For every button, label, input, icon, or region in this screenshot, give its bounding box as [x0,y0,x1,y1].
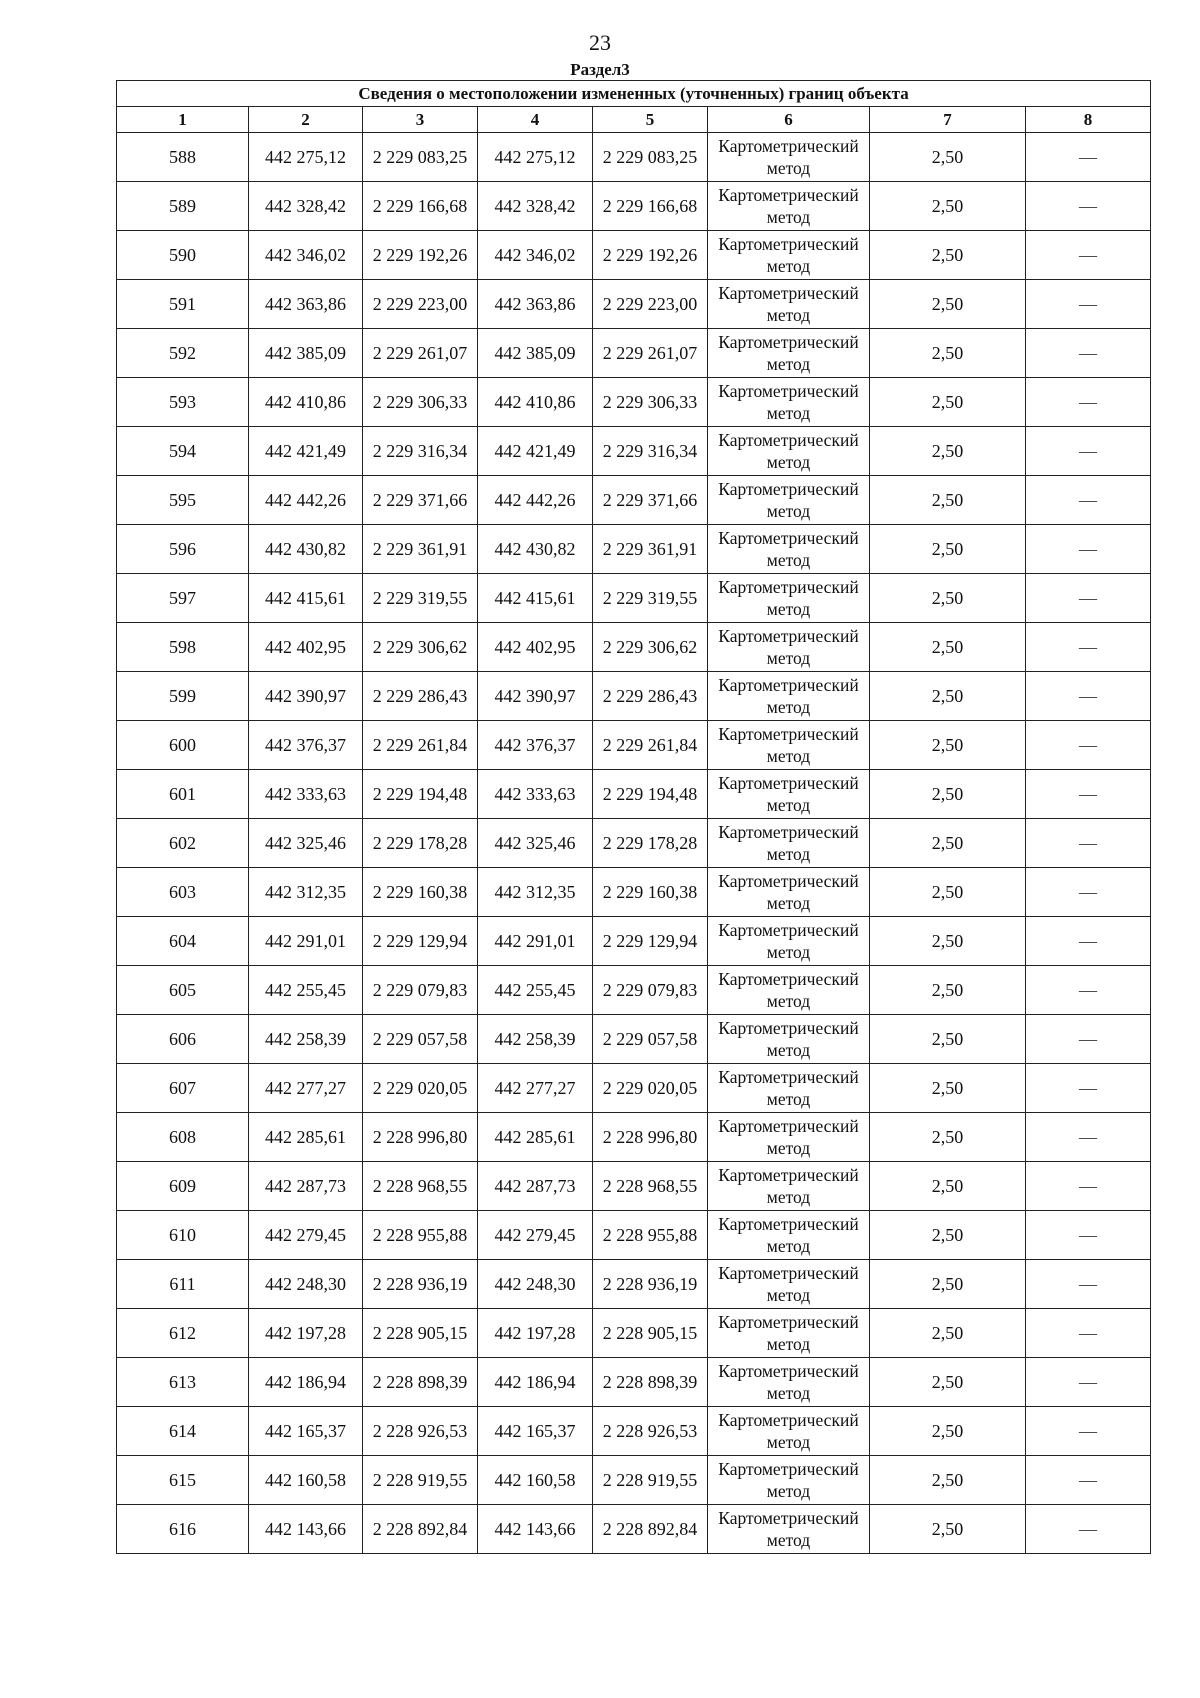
method-cell: Картометрический метод [708,1358,870,1407]
y-old-cell: 2 229 020,05 [363,1064,478,1113]
x-old-cell: 442 285,61 [249,1113,363,1162]
x-new-cell: 442 279,45 [478,1211,593,1260]
y-new-cell: 2 229 194,48 [593,770,708,819]
y-old-cell: 2 228 919,55 [363,1456,478,1505]
accuracy-cell: 2,50 [870,1309,1026,1358]
method-cell: Картометрический метод [708,623,870,672]
y-new-cell: 2 229 223,00 [593,280,708,329]
table-row [117,1505,1151,1554]
table-row [117,1456,1151,1505]
point-number-cell: 615 [117,1456,249,1505]
x-old-cell: 442 410,86 [249,378,363,427]
description-cell: — [1026,1211,1151,1260]
accuracy-cell: 2,50 [870,623,1026,672]
x-new-cell: 442 312,35 [478,868,593,917]
y-new-cell: 2 229 319,55 [593,574,708,623]
description-cell: — [1026,231,1151,280]
x-old-cell: 442 385,09 [249,329,363,378]
description-cell: — [1026,770,1151,819]
method-cell: Картометрический метод [708,182,870,231]
description-cell: — [1026,1260,1151,1309]
y-old-cell: 2 229 079,83 [363,966,478,1015]
method-cell: Картометрический метод [708,231,870,280]
point-number-cell: 593 [117,378,249,427]
page-number: 23 [589,30,611,55]
point-number-cell: 604 [117,917,249,966]
column-number-7: 7 [870,107,1026,133]
point-number-cell: 588 [117,133,249,182]
x-old-cell: 442 376,37 [249,721,363,770]
y-new-cell: 2 229 160,38 [593,868,708,917]
x-new-cell: 442 160,58 [478,1456,593,1505]
x-new-cell: 442 248,30 [478,1260,593,1309]
point-number-cell: 595 [117,476,249,525]
method-cell: Картометрический метод [708,721,870,770]
y-old-cell: 2 229 316,34 [363,427,478,476]
column-number-6: 6 [708,107,870,133]
description-cell: — [1026,329,1151,378]
description-cell: — [1026,966,1151,1015]
accuracy-cell: 2,50 [870,672,1026,721]
y-old-cell: 2 228 996,80 [363,1113,478,1162]
description-cell: — [1026,427,1151,476]
description-cell: — [1026,1456,1151,1505]
y-new-cell: 2 229 316,34 [593,427,708,476]
table-row [117,231,1151,280]
method-cell: Картометрический метод [708,966,870,1015]
x-new-cell: 442 258,39 [478,1015,593,1064]
y-old-cell: 2 229 286,43 [363,672,478,721]
description-cell: — [1026,1162,1151,1211]
y-old-cell: 2 229 261,07 [363,329,478,378]
x-new-cell: 442 287,73 [478,1162,593,1211]
method-cell: Картометрический метод [708,1015,870,1064]
x-new-cell: 442 186,94 [478,1358,593,1407]
table-row [117,329,1151,378]
y-old-cell: 2 228 905,15 [363,1309,478,1358]
y-old-cell: 2 229 192,26 [363,231,478,280]
y-old-cell: 2 228 892,84 [363,1505,478,1554]
y-old-cell: 2 228 955,88 [363,1211,478,1260]
accuracy-cell: 2,50 [870,1211,1026,1260]
y-old-cell: 2 229 371,66 [363,476,478,525]
accuracy-cell: 2,50 [870,427,1026,476]
y-old-cell: 2 229 178,28 [363,819,478,868]
y-old-cell: 2 229 194,48 [363,770,478,819]
table-row [117,427,1151,476]
accuracy-cell: 2,50 [870,1064,1026,1113]
point-number-cell: 616 [117,1505,249,1554]
accuracy-cell: 2,50 [870,280,1026,329]
x-old-cell: 442 390,97 [249,672,363,721]
point-number-cell: 599 [117,672,249,721]
x-new-cell: 442 333,63 [478,770,593,819]
point-number-cell: 614 [117,1407,249,1456]
table-row [117,868,1151,917]
table-row [117,623,1151,672]
x-old-cell: 442 430,82 [249,525,363,574]
table-row [117,280,1151,329]
description-cell: — [1026,819,1151,868]
description-cell: — [1026,868,1151,917]
point-number-cell: 613 [117,1358,249,1407]
accuracy-cell: 2,50 [870,1113,1026,1162]
x-new-cell: 442 275,12 [478,133,593,182]
y-new-cell: 2 228 926,53 [593,1407,708,1456]
point-number-cell: 606 [117,1015,249,1064]
description-cell: — [1026,672,1151,721]
y-old-cell: 2 229 319,55 [363,574,478,623]
y-new-cell: 2 228 898,39 [593,1358,708,1407]
table-row [117,476,1151,525]
y-new-cell: 2 229 166,68 [593,182,708,231]
x-old-cell: 442 160,58 [249,1456,363,1505]
accuracy-cell: 2,50 [870,966,1026,1015]
x-new-cell: 442 328,42 [478,182,593,231]
point-number-cell: 611 [117,1260,249,1309]
y-new-cell: 2 228 968,55 [593,1162,708,1211]
description-cell: — [1026,574,1151,623]
x-new-cell: 442 165,37 [478,1407,593,1456]
accuracy-cell: 2,50 [870,231,1026,280]
y-old-cell: 2 229 261,84 [363,721,478,770]
table-row [117,182,1151,231]
table-caption: Сведения о местоположении измененных (уточненных) границ объекта [117,81,1151,107]
x-new-cell: 442 346,02 [478,231,593,280]
method-cell: Картометрический метод [708,672,870,721]
y-new-cell: 2 229 286,43 [593,672,708,721]
accuracy-cell: 2,50 [870,1162,1026,1211]
y-old-cell: 2 228 898,39 [363,1358,478,1407]
method-cell: Картометрический метод [708,427,870,476]
x-old-cell: 442 277,27 [249,1064,363,1113]
x-old-cell: 442 325,46 [249,819,363,868]
x-new-cell: 442 430,82 [478,525,593,574]
method-cell: Картометрический метод [708,1064,870,1113]
description-cell: — [1026,917,1151,966]
y-new-cell: 2 228 892,84 [593,1505,708,1554]
accuracy-cell: 2,50 [870,868,1026,917]
table-row [117,1162,1151,1211]
point-number-cell: 602 [117,819,249,868]
x-new-cell: 442 442,26 [478,476,593,525]
x-new-cell: 442 291,01 [478,917,593,966]
y-old-cell: 2 229 306,33 [363,378,478,427]
y-old-cell: 2 229 223,00 [363,280,478,329]
accuracy-cell: 2,50 [870,1015,1026,1064]
y-new-cell: 2 228 955,88 [593,1211,708,1260]
point-number-cell: 612 [117,1309,249,1358]
accuracy-cell: 2,50 [870,819,1026,868]
x-new-cell: 442 277,27 [478,1064,593,1113]
column-number-2: 2 [249,107,363,133]
x-old-cell: 442 363,86 [249,280,363,329]
table-row [117,1113,1151,1162]
method-cell: Картометрический метод [708,574,870,623]
table-body [117,133,1151,1554]
description-cell: — [1026,1015,1151,1064]
point-number-cell: 609 [117,1162,249,1211]
accuracy-cell: 2,50 [870,329,1026,378]
description-cell: — [1026,721,1151,770]
point-number-cell: 597 [117,574,249,623]
method-cell: Картометрический метод [708,1456,870,1505]
table-row [117,770,1151,819]
point-number-cell: 605 [117,966,249,1015]
table-row [117,1211,1151,1260]
column-number-8: 8 [1026,107,1151,133]
x-new-cell: 442 325,46 [478,819,593,868]
y-new-cell: 2 229 261,84 [593,721,708,770]
column-number-3: 3 [363,107,478,133]
x-new-cell: 442 197,28 [478,1309,593,1358]
x-old-cell: 442 255,45 [249,966,363,1015]
y-old-cell: 2 229 361,91 [363,525,478,574]
method-cell: Картометрический метод [708,1113,870,1162]
y-new-cell: 2 229 079,83 [593,966,708,1015]
description-cell: — [1026,1113,1151,1162]
method-cell: Картометрический метод [708,1407,870,1456]
x-old-cell: 442 328,42 [249,182,363,231]
x-new-cell: 442 410,86 [478,378,593,427]
y-new-cell: 2 229 261,07 [593,329,708,378]
method-cell: Картометрический метод [708,378,870,427]
y-new-cell: 2 228 936,19 [593,1260,708,1309]
table-row [117,966,1151,1015]
method-cell: Картометрический метод [708,476,870,525]
accuracy-cell: 2,50 [870,1407,1026,1456]
table-row [117,1015,1151,1064]
column-number-4: 4 [478,107,593,133]
x-old-cell: 442 333,63 [249,770,363,819]
x-old-cell: 442 346,02 [249,231,363,280]
method-cell: Картометрический метод [708,1162,870,1211]
accuracy-cell: 2,50 [870,476,1026,525]
x-old-cell: 442 258,39 [249,1015,363,1064]
accuracy-cell: 2,50 [870,182,1026,231]
x-old-cell: 442 421,49 [249,427,363,476]
x-old-cell: 442 197,28 [249,1309,363,1358]
y-old-cell: 2 229 160,38 [363,868,478,917]
accuracy-cell: 2,50 [870,1456,1026,1505]
section-title: Раздел3 [570,60,630,79]
column-number-1: 1 [117,107,249,133]
table-row [117,819,1151,868]
point-number-cell: 598 [117,623,249,672]
x-old-cell: 442 402,95 [249,623,363,672]
x-old-cell: 442 279,45 [249,1211,363,1260]
description-cell: — [1026,133,1151,182]
y-new-cell: 2 228 905,15 [593,1309,708,1358]
description-cell: — [1026,1407,1151,1456]
accuracy-cell: 2,50 [870,1358,1026,1407]
x-old-cell: 442 248,30 [249,1260,363,1309]
y-old-cell: 2 228 926,53 [363,1407,478,1456]
x-new-cell: 442 390,97 [478,672,593,721]
description-cell: — [1026,1505,1151,1554]
point-number-cell: 596 [117,525,249,574]
method-cell: Картометрический метод [708,917,870,966]
table-row [117,378,1151,427]
accuracy-cell: 2,50 [870,133,1026,182]
table-row [117,574,1151,623]
method-cell: Картометрический метод [708,329,870,378]
x-new-cell: 442 402,95 [478,623,593,672]
y-new-cell: 2 229 178,28 [593,819,708,868]
point-number-cell: 601 [117,770,249,819]
table-row [117,133,1151,182]
column-number-5: 5 [593,107,708,133]
description-cell: — [1026,623,1151,672]
x-old-cell: 442 442,26 [249,476,363,525]
boundary-coordinates-table [116,80,1151,1554]
description-cell: — [1026,280,1151,329]
y-old-cell: 2 229 306,62 [363,623,478,672]
x-new-cell: 442 363,86 [478,280,593,329]
description-cell: — [1026,525,1151,574]
y-old-cell: 2 229 129,94 [363,917,478,966]
x-new-cell: 442 376,37 [478,721,593,770]
x-old-cell: 442 143,66 [249,1505,363,1554]
table-row [117,525,1151,574]
y-new-cell: 2 228 919,55 [593,1456,708,1505]
x-old-cell: 442 287,73 [249,1162,363,1211]
description-cell: — [1026,476,1151,525]
table-row [117,1260,1151,1309]
table-row [117,1407,1151,1456]
x-new-cell: 442 285,61 [478,1113,593,1162]
y-new-cell: 2 229 020,05 [593,1064,708,1113]
x-new-cell: 442 421,49 [478,427,593,476]
description-cell: — [1026,1358,1151,1407]
point-number-cell: 603 [117,868,249,917]
accuracy-cell: 2,50 [870,1505,1026,1554]
method-cell: Картометрический метод [708,868,870,917]
y-new-cell: 2 229 083,25 [593,133,708,182]
description-cell: — [1026,1064,1151,1113]
y-old-cell: 2 229 083,25 [363,133,478,182]
method-cell: Картометрический метод [708,819,870,868]
method-cell: Картометрический метод [708,1211,870,1260]
table-row [117,917,1151,966]
x-new-cell: 442 255,45 [478,966,593,1015]
y-new-cell: 2 229 306,62 [593,623,708,672]
accuracy-cell: 2,50 [870,525,1026,574]
point-number-cell: 594 [117,427,249,476]
y-new-cell: 2 229 057,58 [593,1015,708,1064]
accuracy-cell: 2,50 [870,574,1026,623]
point-number-cell: 607 [117,1064,249,1113]
y-new-cell: 2 228 996,80 [593,1113,708,1162]
y-old-cell: 2 228 968,55 [363,1162,478,1211]
x-old-cell: 442 165,37 [249,1407,363,1456]
point-number-cell: 590 [117,231,249,280]
table-row [117,1309,1151,1358]
method-cell: Картометрический метод [708,1309,870,1358]
accuracy-cell: 2,50 [870,770,1026,819]
y-new-cell: 2 229 371,66 [593,476,708,525]
y-old-cell: 2 229 057,58 [363,1015,478,1064]
description-cell: — [1026,1309,1151,1358]
y-new-cell: 2 229 306,33 [593,378,708,427]
description-cell: — [1026,378,1151,427]
description-cell: — [1026,182,1151,231]
table-row [117,672,1151,721]
x-old-cell: 442 312,35 [249,868,363,917]
table-row [117,1358,1151,1407]
y-new-cell: 2 229 361,91 [593,525,708,574]
point-number-cell: 592 [117,329,249,378]
table-row [117,721,1151,770]
accuracy-cell: 2,50 [870,1260,1026,1309]
y-new-cell: 2 229 192,26 [593,231,708,280]
column-number-row [117,107,1151,133]
accuracy-cell: 2,50 [870,378,1026,427]
y-new-cell: 2 229 129,94 [593,917,708,966]
point-number-cell: 600 [117,721,249,770]
x-old-cell: 442 275,12 [249,133,363,182]
accuracy-cell: 2,50 [870,917,1026,966]
x-old-cell: 442 186,94 [249,1358,363,1407]
method-cell: Картометрический метод [708,133,870,182]
method-cell: Картометрический метод [708,1505,870,1554]
x-old-cell: 442 415,61 [249,574,363,623]
method-cell: Картометрический метод [708,1260,870,1309]
x-new-cell: 442 415,61 [478,574,593,623]
x-old-cell: 442 291,01 [249,917,363,966]
table-row [117,1064,1151,1113]
x-new-cell: 442 143,66 [478,1505,593,1554]
method-cell: Картометрический метод [708,525,870,574]
accuracy-cell: 2,50 [870,721,1026,770]
point-number-cell: 589 [117,182,249,231]
point-number-cell: 610 [117,1211,249,1260]
y-old-cell: 2 229 166,68 [363,182,478,231]
x-new-cell: 442 385,09 [478,329,593,378]
method-cell: Картометрический метод [708,280,870,329]
method-cell: Картометрический метод [708,770,870,819]
y-old-cell: 2 228 936,19 [363,1260,478,1309]
point-number-cell: 591 [117,280,249,329]
point-number-cell: 608 [117,1113,249,1162]
